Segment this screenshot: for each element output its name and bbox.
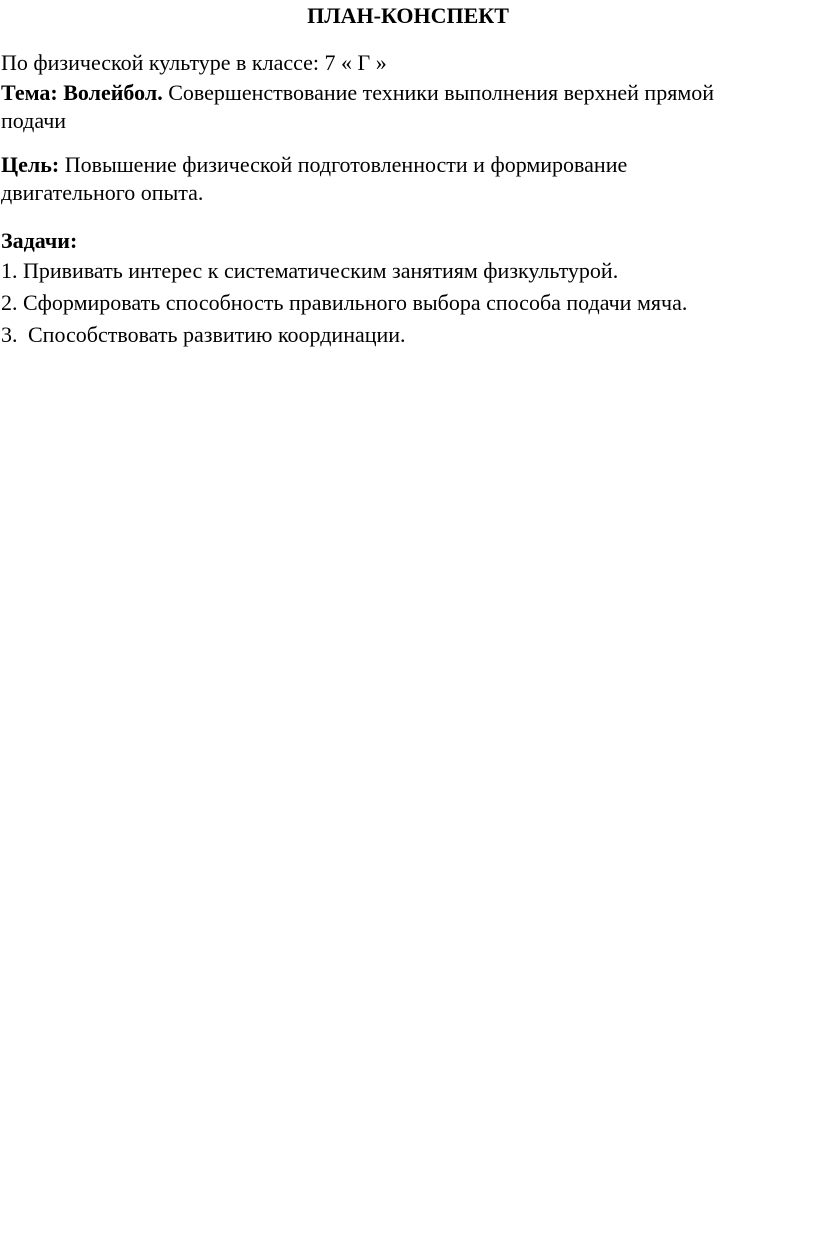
goal-text: Повышение физической подготовленности и формирование (59, 152, 628, 177)
topic-line-continued: подачи (1, 108, 67, 133)
task-item (1, 322, 801, 348)
goal-line-continued: двигательного опыта. (1, 180, 204, 205)
task-text: Прививать интерес к систематическим занятиям физкультурой. (23, 258, 619, 283)
tasks-label: Задачи: (1, 228, 78, 253)
task-number: 1. (1, 258, 18, 283)
topic-line (1, 80, 801, 106)
topic-label: Тема: Волейбол. (1, 80, 163, 105)
goal-line (1, 152, 801, 178)
goal-label: Цель: (1, 152, 60, 177)
page-title: ПЛАН-КОНСПЕКТ (307, 3, 509, 28)
task-number: 3. (1, 322, 18, 347)
task-text: Способствовать развитию координации. (28, 322, 406, 347)
task-number: 2. (1, 290, 18, 315)
task-item (1, 258, 801, 284)
topic-text: Совершенствование техники выполнения верхней прямой (162, 80, 715, 105)
task-text: Сформировать способность правильного выбора способа подачи мяча. (23, 290, 688, 315)
class-line: По физической культуре в классе: 7 « Г » (1, 50, 387, 75)
task-item (1, 290, 801, 316)
